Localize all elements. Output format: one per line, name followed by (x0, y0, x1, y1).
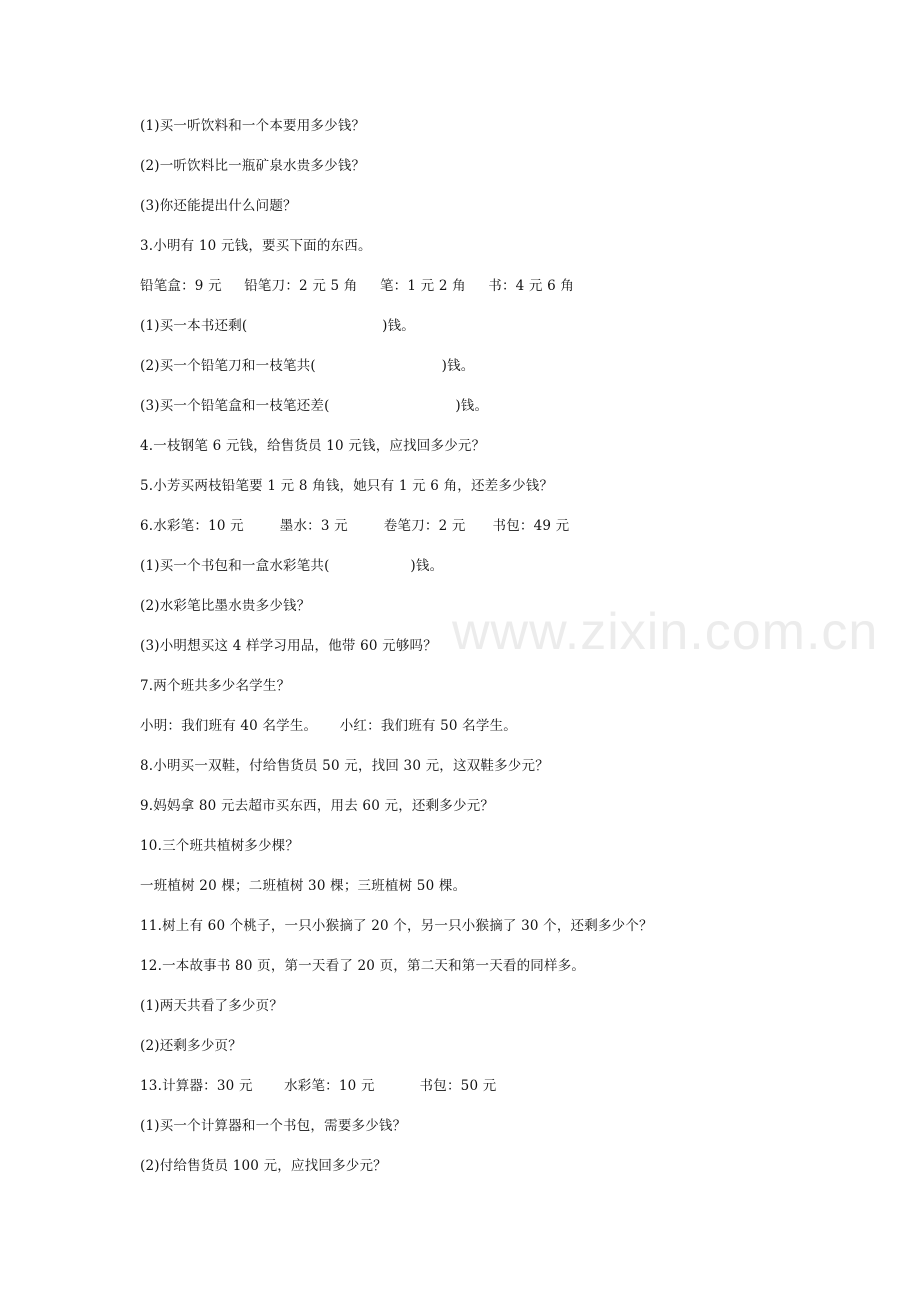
question-line: (1)买一个书包和一盒水彩笔共( )钱。 (140, 558, 444, 574)
question-line: 10.三个班共植树多少棵？ (140, 838, 300, 854)
question-line: 8.小明买一双鞋，付给售货员 50 元，找回 30 元，这双鞋多少元？ (140, 758, 549, 774)
question-line: 11.树上有 60 个桃子，一只小猴摘了 20 个，另一只小猴摘了 30 个，还剩多少个？ (140, 918, 653, 934)
question-line: (1)买一听饮料和一个本要用多少钱？ (140, 118, 366, 134)
question-line: (3)买一个铅笔盒和一枝笔还差( )钱。 (140, 398, 489, 414)
question-line: 5.小芳买两枝铅笔要 1 元 8 角钱，她只有 1 元 6 角，还差多少钱？ (140, 478, 554, 494)
question-line: 6.水彩笔：10 元 墨水：3 元 卷笔刀：2 元 书包：49 元 (140, 518, 570, 534)
question-line: 一班植树 20 棵；二班植树 30 棵；三班植树 50 棵。 (140, 878, 467, 894)
watermark: www.zixin.com.cn (452, 603, 879, 661)
question-line: (3)小明想买这 4 样学习用品，他带 60 元够吗？ (140, 638, 437, 654)
question-line: (2)水彩笔比墨水贵多少钱？ (140, 598, 311, 614)
question-line: 小明：我们班有 40 名学生。 小红：我们班有 50 名学生。 (140, 718, 517, 734)
question-line: 9.妈妈拿 80 元去超市买东西，用去 60 元，还剩多少元？ (140, 798, 495, 814)
question-line: 12.一本故事书 80 页，第一天看了 20 页，第二天和第一天看的同样多。 (140, 958, 586, 974)
question-line: 4.一枝钢笔 6 元钱，给售货员 10 元钱，应找回多少元？ (140, 438, 486, 454)
question-line: (1)买一个计算器和一个书包，需要多少钱？ (140, 1118, 407, 1134)
question-line: (1)两天共看了多少页？ (140, 998, 284, 1014)
question-line: 3.小明有 10 元钱，要买下面的东西。 (140, 238, 372, 254)
question-line: 铅笔盒：9 元 铅笔刀：2 元 5 角 笔：1 元 2 角 书：4 元 6 角 (140, 278, 575, 294)
question-line: (2)还剩多少页？ (140, 1038, 242, 1054)
question-line: (2)买一个铅笔刀和一枝笔共( )钱。 (140, 358, 475, 374)
question-line: (1)买一本书还剩( )钱。 (140, 318, 415, 334)
question-line: 13.计算器：30 元 水彩笔：10 元 书包：50 元 (140, 1078, 497, 1094)
question-line: 7.两个班共多少名学生？ (140, 678, 291, 694)
question-line: (2)一听饮料比一瓶矿泉水贵多少钱？ (140, 158, 366, 174)
question-line: (2)付给售货员 100 元，应找回多少元？ (140, 1158, 387, 1174)
question-line: (3)你还能提出什么问题？ (140, 198, 297, 214)
